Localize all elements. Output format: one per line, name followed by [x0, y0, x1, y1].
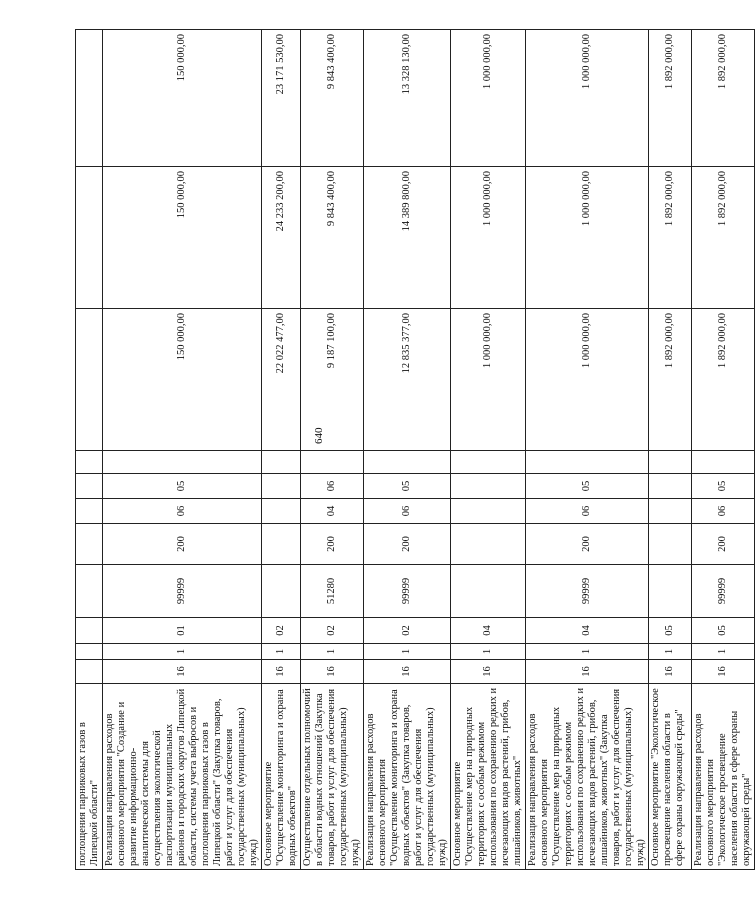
amount-v1: 12 835 377,00	[364, 309, 451, 451]
row-description: Реализация направления расходов основного мероприятия "Осуществление мониторинга и охрана водных объектов" (Закупка товаров, работ и услуг для обеспечения государственных (муниципальных) нужд)	[364, 684, 451, 870]
code-cell-c1: 16	[692, 660, 755, 684]
code-cell-c3: 04	[526, 618, 649, 644]
code-cell-c3: 05	[692, 618, 755, 644]
row-description: поглощения парниковых газов в Липецкой области"	[76, 684, 103, 870]
code-cell-c8	[103, 451, 262, 474]
code-cell-c3: 01	[103, 618, 262, 644]
amount-v1	[76, 309, 103, 451]
code-cell-c5	[649, 524, 692, 565]
code-cell-c4	[76, 565, 103, 618]
table-row	[364, 30, 451, 870]
code-cell-c8	[364, 451, 451, 474]
code-cell-c8	[262, 451, 301, 474]
code-cell-c2: 1	[103, 644, 262, 660]
code-cell-c4: 99999	[526, 565, 649, 618]
code-cell-c8	[301, 451, 364, 474]
code-cell-c5: 200	[301, 524, 364, 565]
code-cell-c3: 04	[451, 618, 526, 644]
code-cell-c4: 99999	[692, 565, 755, 618]
code-cell-c5	[451, 524, 526, 565]
amount-v2: 1 892 000,00	[692, 167, 755, 309]
table-row	[262, 30, 301, 870]
code-cell-c4: 99999	[103, 565, 262, 618]
code-cell-c5: 200	[526, 524, 649, 565]
amount-v3: 1 892 000,00	[692, 30, 755, 167]
amount-v1: 9 187 100,00	[301, 309, 364, 451]
code-cell-c6: 06	[526, 499, 649, 524]
amount-v1: 1 000 000,00	[526, 309, 649, 451]
amount-v3: 1 000 000,00	[526, 30, 649, 167]
code-cell-c1: 16	[301, 660, 364, 684]
table-row	[451, 30, 526, 870]
code-cell-c6	[262, 499, 301, 524]
row-description: Реализация направления расходов основного мероприятия "Экологическое просвещение населения области в сфере охраны окружающей среды"	[692, 684, 755, 870]
code-cell-c3: 02	[364, 618, 451, 644]
amount-v2: 14 389 800,00	[364, 167, 451, 309]
amount-v3: 9 843 400,00	[301, 30, 364, 167]
code-cell-c7	[649, 474, 692, 499]
code-cell-c1: 16	[451, 660, 526, 684]
code-cell-c6	[451, 499, 526, 524]
amount-v3: 1 892 000,00	[649, 30, 692, 167]
amount-v2: 1 000 000,00	[526, 167, 649, 309]
table-row	[76, 30, 103, 870]
code-cell-c5	[262, 524, 301, 565]
table-row	[301, 30, 364, 870]
table-row	[103, 30, 262, 870]
amount-v2	[76, 167, 103, 309]
code-cell-c6: 04	[301, 499, 364, 524]
code-cell-c1: 16	[262, 660, 301, 684]
code-cell-c7	[76, 474, 103, 499]
code-cell-c2	[76, 644, 103, 660]
code-cell-c4	[649, 565, 692, 618]
code-cell-c7	[262, 474, 301, 499]
code-cell-c2: 1	[301, 644, 364, 660]
code-cell-c2: 1	[692, 644, 755, 660]
code-cell-c4: 51280	[301, 565, 364, 618]
amount-v3	[76, 30, 103, 167]
amount-v3: 23 171 530,00	[262, 30, 301, 167]
amount-v3: 13 328 130,00	[364, 30, 451, 167]
code-cell-c6	[76, 499, 103, 524]
code-cell-c5: 200	[103, 524, 262, 565]
code-cell-c7: 05	[526, 474, 649, 499]
code-cell-c3: 02	[301, 618, 364, 644]
budget-table	[75, 29, 755, 870]
code-cell-c7	[451, 474, 526, 499]
page-number: 640	[313, 427, 325, 444]
code-cell-c8	[451, 451, 526, 474]
amount-v1: 22 022 477,00	[262, 309, 301, 451]
code-cell-c2: 1	[451, 644, 526, 660]
code-cell-c5	[76, 524, 103, 565]
code-cell-c7: 05	[364, 474, 451, 499]
code-cell-c1	[76, 660, 103, 684]
budget-table-rotated	[75, 30, 752, 870]
code-cell-c6: 06	[692, 499, 755, 524]
code-cell-c7: 05	[103, 474, 262, 499]
code-cell-c7: 06	[301, 474, 364, 499]
table-row	[526, 30, 649, 870]
code-cell-c1: 16	[364, 660, 451, 684]
code-cell-c6: 06	[103, 499, 262, 524]
amount-v2: 1 000 000,00	[451, 167, 526, 309]
amount-v1: 1 892 000,00	[649, 309, 692, 451]
code-cell-c8	[526, 451, 649, 474]
amount-v3: 150 000,00	[103, 30, 262, 167]
amount-v3: 1 000 000,00	[451, 30, 526, 167]
code-cell-c8	[649, 451, 692, 474]
code-cell-c8	[76, 451, 103, 474]
code-cell-c7: 05	[692, 474, 755, 499]
row-description: Реализация направления расходов основного мероприятия "Осуществление мер на природных территориях с особым режимом использования по сохранению редких и исчезающих видов растений, грибов, лишайников, животных" (Закупка товаров, работ и услуг для обеспечения государственных (муниципальных) нужд)	[526, 684, 649, 870]
row-description: Основное мероприятие "Осуществление мониторинга и охрана водных объектов"	[262, 684, 301, 870]
code-cell-c3: 02	[262, 618, 301, 644]
code-cell-c1: 16	[649, 660, 692, 684]
code-cell-c1: 16	[526, 660, 649, 684]
amount-v1: 1 000 000,00	[451, 309, 526, 451]
code-cell-c4	[451, 565, 526, 618]
row-description: Основное мероприятие "Экологическое просвещение населения области в сфере охраны окружающей среды"	[649, 684, 692, 870]
code-cell-c2: 1	[649, 644, 692, 660]
code-cell-c2: 1	[364, 644, 451, 660]
amount-v1: 150 000,00	[103, 309, 262, 451]
row-description: Осуществление отдельных полномочий в области водных отношений (Закупка товаров, работ и услуг для обеспечения государственных (муниципальных) нужд)	[301, 684, 364, 870]
code-cell-c4	[262, 565, 301, 618]
code-cell-c2: 1	[526, 644, 649, 660]
amount-v2: 1 892 000,00	[649, 167, 692, 309]
row-description: Реализация направления расходов основного мероприятия "Создание и развитие информационно-аналитической системы для осуществления экологической паспортизации муниципальных районов и городских округов Липецкой области, системы учета выбросов и поглощения парниковых газов в Липецкой области" (Закупка товаров, работ и услуг для обеспечения государственных (муниципальных) нужд)	[103, 684, 262, 870]
code-cell-c2: 1	[262, 644, 301, 660]
code-cell-c6	[649, 499, 692, 524]
code-cell-c6: 06	[364, 499, 451, 524]
code-cell-c3: 05	[649, 618, 692, 644]
amount-v2: 24 233 200,00	[262, 167, 301, 309]
amount-v2: 150 000,00	[103, 167, 262, 309]
table-row	[649, 30, 692, 870]
amount-v1: 1 892 000,00	[692, 309, 755, 451]
amount-v2: 9 843 400,00	[301, 167, 364, 309]
code-cell-c5: 200	[364, 524, 451, 565]
code-cell-c8	[692, 451, 755, 474]
code-cell-c4: 99999	[364, 565, 451, 618]
table-row	[692, 30, 755, 870]
code-cell-c1: 16	[103, 660, 262, 684]
code-cell-c5: 200	[692, 524, 755, 565]
row-description: Основное мероприятие "Осуществление мер на природных территориях с особым режимом использования по сохранению редких и исчезающих видов растений, грибов, лишайников, животных"	[451, 684, 526, 870]
code-cell-c3	[76, 618, 103, 644]
